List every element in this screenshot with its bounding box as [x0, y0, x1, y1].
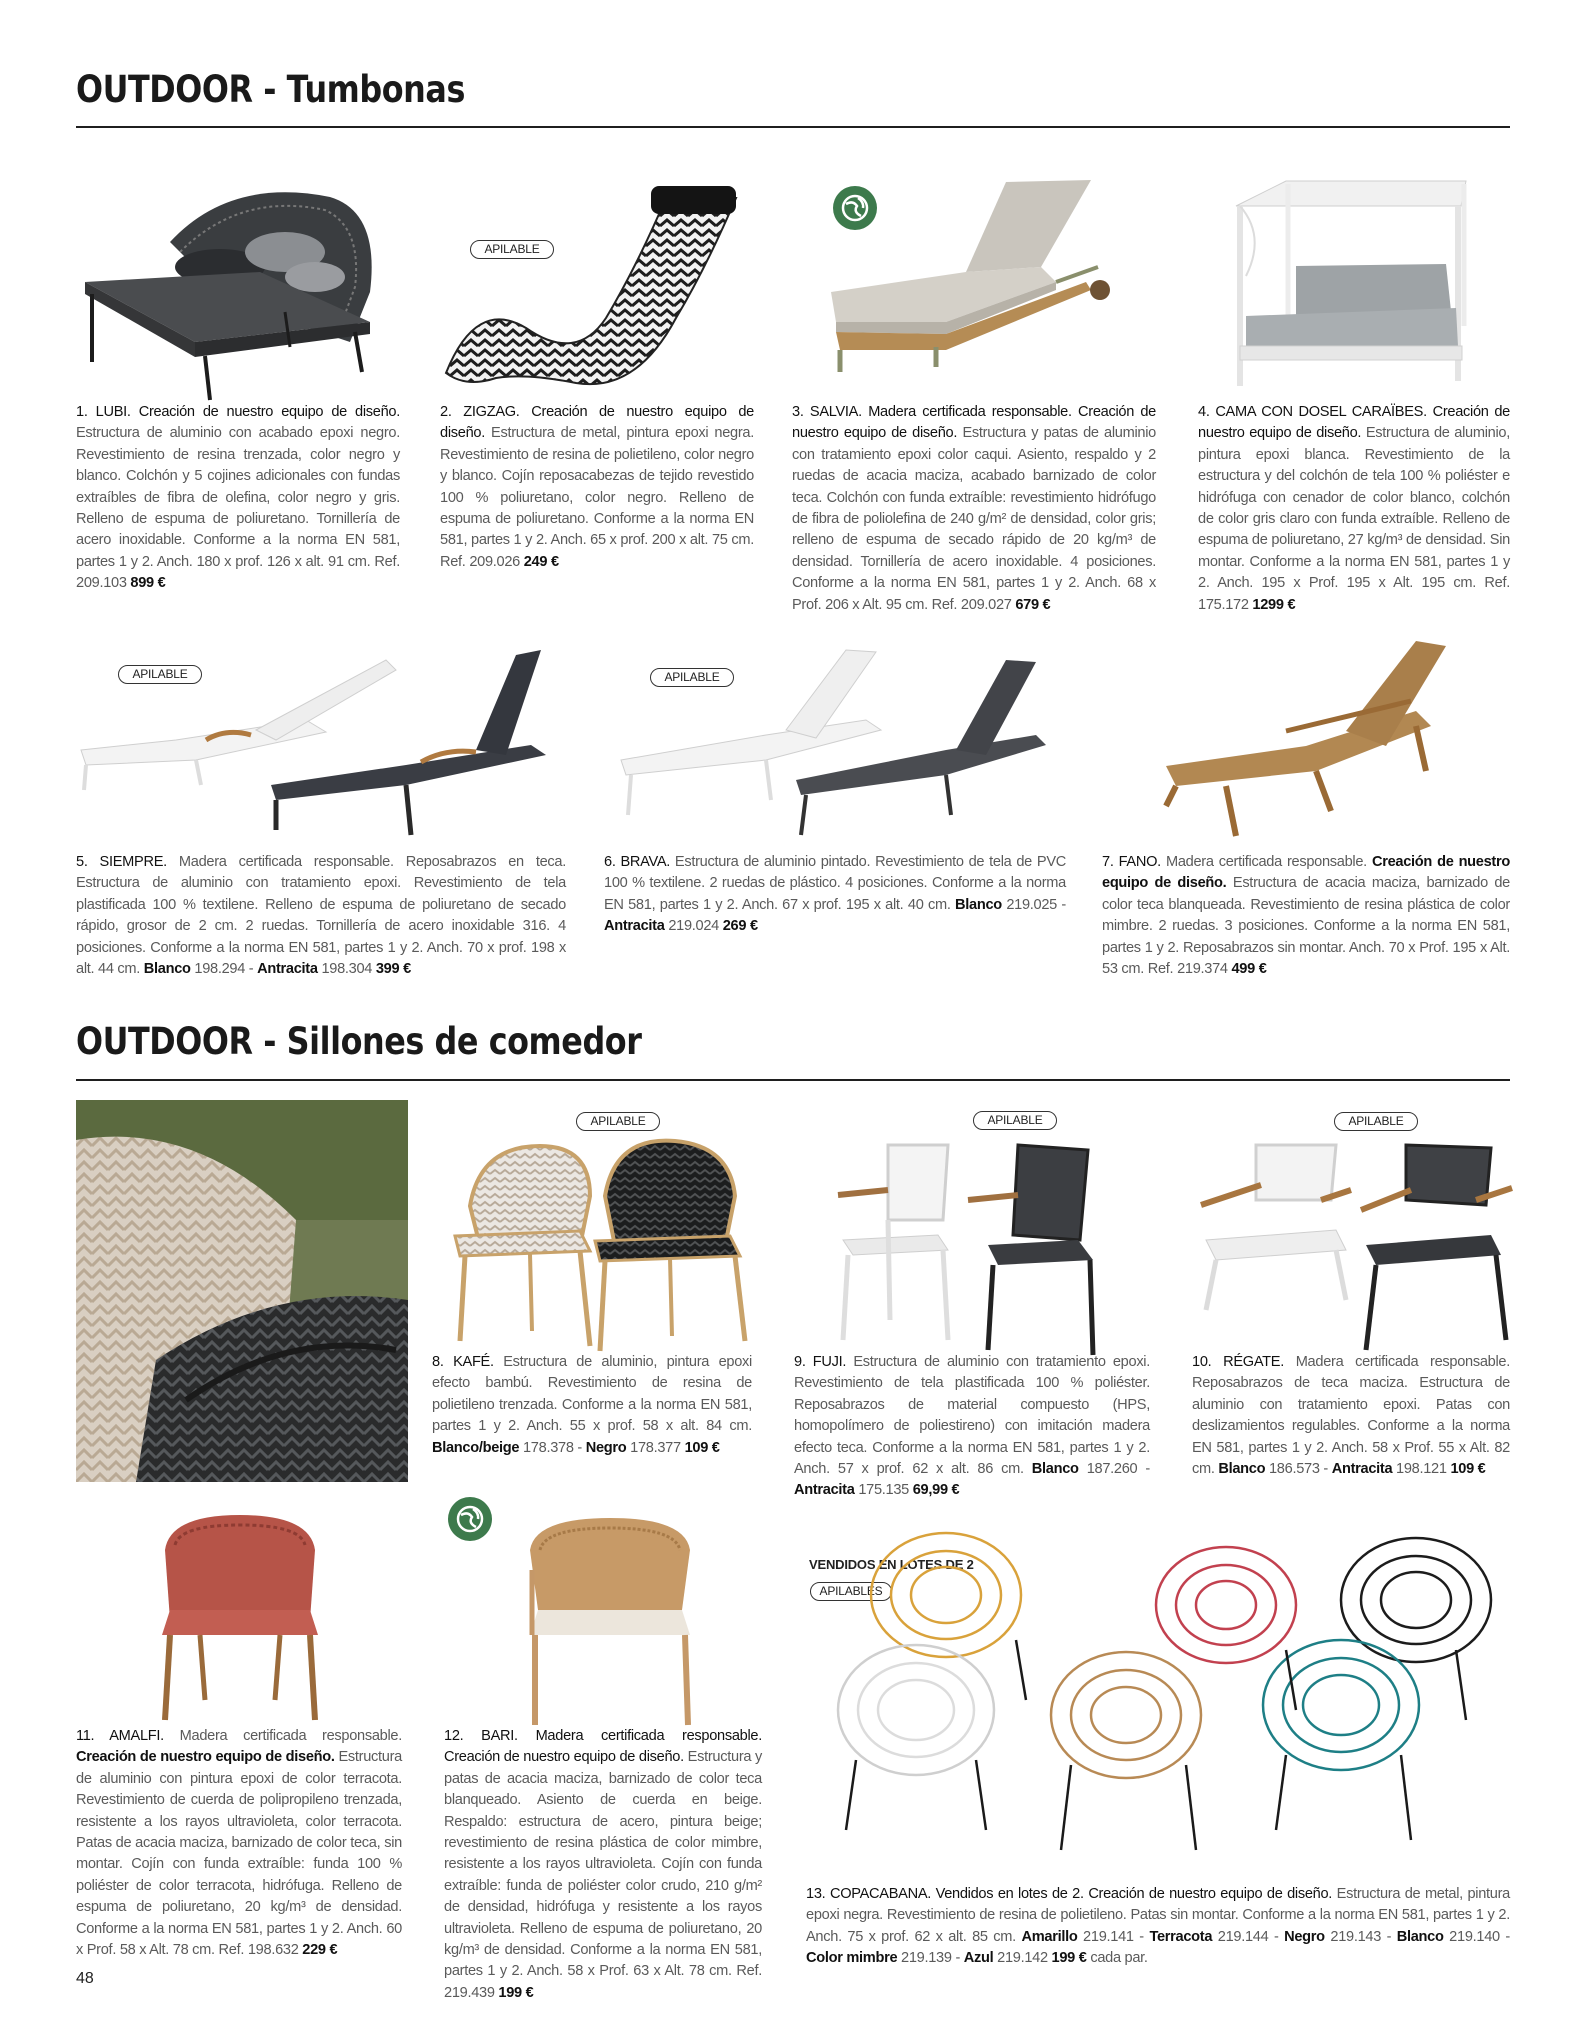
product-image-siempre — [76, 640, 576, 840]
product-image-bari — [520, 1510, 700, 1730]
product-image-salvia — [826, 172, 1116, 372]
apilable-badge: APILABLE — [470, 240, 554, 259]
apilable-badge: APILABLE — [650, 668, 734, 687]
section-title-sillones: OUTDOOR - Sillones de comedor — [76, 1020, 642, 1063]
globe-leaf-icon — [448, 1497, 492, 1541]
page-number: 48 — [76, 1970, 94, 1987]
lots-label: VENDIDOS EN LOTES DE 2 — [809, 1557, 974, 1572]
product-desc-12: 12. BARI. Madera certificada responsable. Creación de nuestro equipo de diseño. Estructura y patas de acacia maciza, barnizado de color teca blanqueado. Asiento de cuerda en beige. Respaldo: estructura de acero, pintura beige; revestimiento de resina plástica de color mimbre, resistente a los rayos ultravioleta. Cojín con funda extraíble: funda de poliéster color crudo, 210 g/m² de densidad, hidrófuga y resistente a los rayos ultravioleta. Relleno de espuma de poliuretano, 20 kg/m³ de densidad. Conforme a la norma EN 581, partes 1 y 2. Anch. 58 x Prof. 63 x Alt. 78 cm. Ref. 219.439 199 € — [444, 1728, 763, 2001]
product-desc-10: 10. RÉGATE. Madera certificada responsable. Reposabrazos de teca maciza. Estructura de aluminio con tratamiento epoxi. Patas con deslizamientos regulables. Conforme a la norma EN 581, partes 1 y 2. Anch. 58 x Prof. 55 x Alt. 82 cm. Blanco 186.573 - Antracita 198.121 109 € — [1192, 1354, 1510, 1478]
product-desc-6: 6. BRAVA. Estructura de aluminio pintado. Revestimiento de tela de PVC 100 % textilene. 2 ruedas de plástico. 4 posiciones. Conforme a la norma EN 581, partes 1 y 2. Anch. 67 x prof. 195 x alt. 40 cm. Blanco 219.025 - Antracita 219.024 269 € — [604, 854, 1066, 935]
product-desc-5: 5. SIEMPRE. Madera certificada responsable. Reposabrazos en teca. Estructura de aluminio con tratamiento epoxi. Revestimiento de tela plastificada 100 % textilene. Relleno de espuma de poliuretano de secado rápido, grosor de 2 cm. 2 ruedas. Tornillería de acero inoxidable 316. 4 posiciones. Conforme a la norma EN 581, partes 1 y 2. Anch. 70 x prof. 198 x alt. 44 cm. Blanco 198.294 - Antracita 198.304 399 € — [76, 854, 566, 978]
product-desc-7: 7. FANO. Madera certificada responsable. Creación de nuestro equipo de diseño. Estructura de acacia maciza, barnizado de color teca blanqueada. Revestimiento de resina plástica de color mimbre. 2 ruedas. 3 posiciones. Conforme a la norma EN 581, partes 1 y 2. Reposabrazos sin montar. Anch. 70 x Prof. 195 x Alt. 53 cm. Ref. 219.374 499 € — [1102, 854, 1510, 978]
product-image-lubi — [80, 172, 380, 402]
product-desc-4: 4. CAMA CON DOSEL CARAÏBES. Creación de nuestro equipo de diseño. Estructura de aluminio, pintura epoxi blanca. Revestimiento de la estructura y del colchón de tela 100 % poliéster e hidrófuga con cenador de color blanco, colchón de color gris claro con funda extraíble. Relleno de espuma de poliuretano, 27 kg/m³ de densidad. Sin montar. Conforme a la norma EN 581, partes 1 y 2. Anch. 195 x Prof. 195 x Alt. 195 cm. Ref. 175.172 1299 € — [1198, 404, 1510, 613]
product-image-copacabana — [826, 1530, 1516, 1900]
section-rule — [76, 1079, 1510, 1081]
product-image-fano — [1156, 636, 1456, 846]
product-image-kafe — [440, 1136, 760, 1356]
section-title-tumbonas: OUTDOOR - Tumbonas — [76, 68, 465, 111]
product-desc-3: 3. SALVIA. Madera certificada responsable. Creación de nuestro equipo de diseño. Estructura y patas de aluminio con tratamiento epoxi color caqui. Asiento, respaldo y 2 ruedas de acacia maciza, acabado barnizado de color teca. Colchón con funda extraíble: revestimiento hidrófugo de fibra de poliolefina de 240 g/m² de densidad, color gris; relleno de espuma de secado rápido de 20 kg/m³ de densidad. Tornillería de acero inoxidable. 4 posiciones. Conforme a la norma EN 581, partes 1 y 2. Anch. 68 x Prof. 206 x Alt. 95 cm. Ref. 209.027 679 € — [792, 404, 1156, 613]
apilable-badge: APILABLE — [118, 665, 202, 684]
product-image-cama-caraibes — [1226, 176, 1486, 396]
product-image-amalfi — [150, 1510, 330, 1730]
product-desc-1: 1. LUBI. Creación de nuestro equipo de diseño. Estructura de aluminio con acabado epoxi negro. Revestimiento de resina trenzada, color negro y blanco. Colchón y 5 cojines adicionales con fundas extraíbles de fibra de olefina, color negro y gris. Relleno de espuma de poliuretano. Tornillería de acero inoxidable. Conforme a la norma EN 581, partes 1 y 2. Anch. 180 x prof. 126 x alt. 91 cm. Ref. 209.103 899 € — [76, 404, 400, 592]
product-desc-9: 9. FUJI. Estructura de aluminio con tratamiento epoxi. Revestimiento de tela plastificada 100 % poliéster. Reposabrazos de material compuesto (HPS, homopolímero de poliestireno) con imitación madera efecto teca. Conforme a la norma EN 581, partes 1 y 2. Anch. 57 x prof. 62 x alt. 86 cm. Blanco 187.260 - Antracita 175.135 69,99 € — [794, 1354, 1151, 1499]
product-desc-13: 13. COPACABANA. Vendidos en lotes de 2. Creación de nuestro equipo de diseño. Estructura de metal, pintura epoxi negra. Revestimiento de resina de polietileno. Patas sin montar. Conforme a la norma EN 581, partes 1 y 2. Anch. 75 x prof. 62 x alt. 85 cm. Amarillo 219.141 - Terracota 219.144 - Negro 219.143 - Blanco 219.140 - Color mimbre 219.139 - Azul 219.142 199 € cada par. — [806, 1886, 1510, 1967]
product-image-regate — [1196, 1140, 1516, 1360]
product-desc-2: 2. ZIGZAG. Creación de nuestro equipo de diseño. Estructura de metal, pintura epoxi negra. Revestimiento de resina de polietileno, color negro y blanco. Cojín reposacabezas de tejido revestido 100 % poliuretano, color negro. Relleno de espuma de poliuretano. Conforme a la norma EN 581, partes 1 y 2. Anch. 65 x prof. 200 x alt. 75 cm. Ref. 209.026 249 € — [440, 404, 754, 570]
lifestyle-photo — [76, 1100, 408, 1482]
product-desc-8: 8. KAFÉ. Estructura de aluminio, pintura epoxi efecto bambú. Revestimiento de resina de polietileno trenzada. Conforme a la norma EN 581, partes 1 y 2. Anch. 55 x prof. 58 x alt. 84 cm. Blanco/beige 178.378 - Negro 178.377 109 € — [432, 1354, 752, 1456]
apilable-badge: APILABLE — [1334, 1112, 1418, 1131]
product-image-zigzag — [436, 178, 756, 398]
apilables-badge: APILABLES — [810, 1582, 892, 1601]
product-image-fuji — [828, 1140, 1118, 1360]
apilable-badge: APILABLE — [576, 1112, 660, 1131]
section-rule — [76, 126, 1510, 128]
product-desc-11: 11. AMALFI. Madera certificada responsable. Creación de nuestro equipo de diseño. Estructura de aluminio con pintura epoxi de color terracota. Revestimiento de cuerda de polipropileno trenzada, resistente a los rayos ultravioleta, color terracota. Patas de acacia maciza, barnizado de color teca, sin montar. Cojín con funda extraíble: funda 100 % poliéster de color terracota, hidrófuga. Relleno de espuma de poliuretano, 20 kg/m³ de densidad. Conforme a la norma EN 581, partes 1 y 2. Anch. 60 x Prof. 58 x Alt. 78 cm. Ref. 198.632 229 € — [76, 1728, 402, 1959]
apilable-badge: APILABLE — [973, 1111, 1057, 1130]
product-image-brava — [616, 640, 1056, 840]
